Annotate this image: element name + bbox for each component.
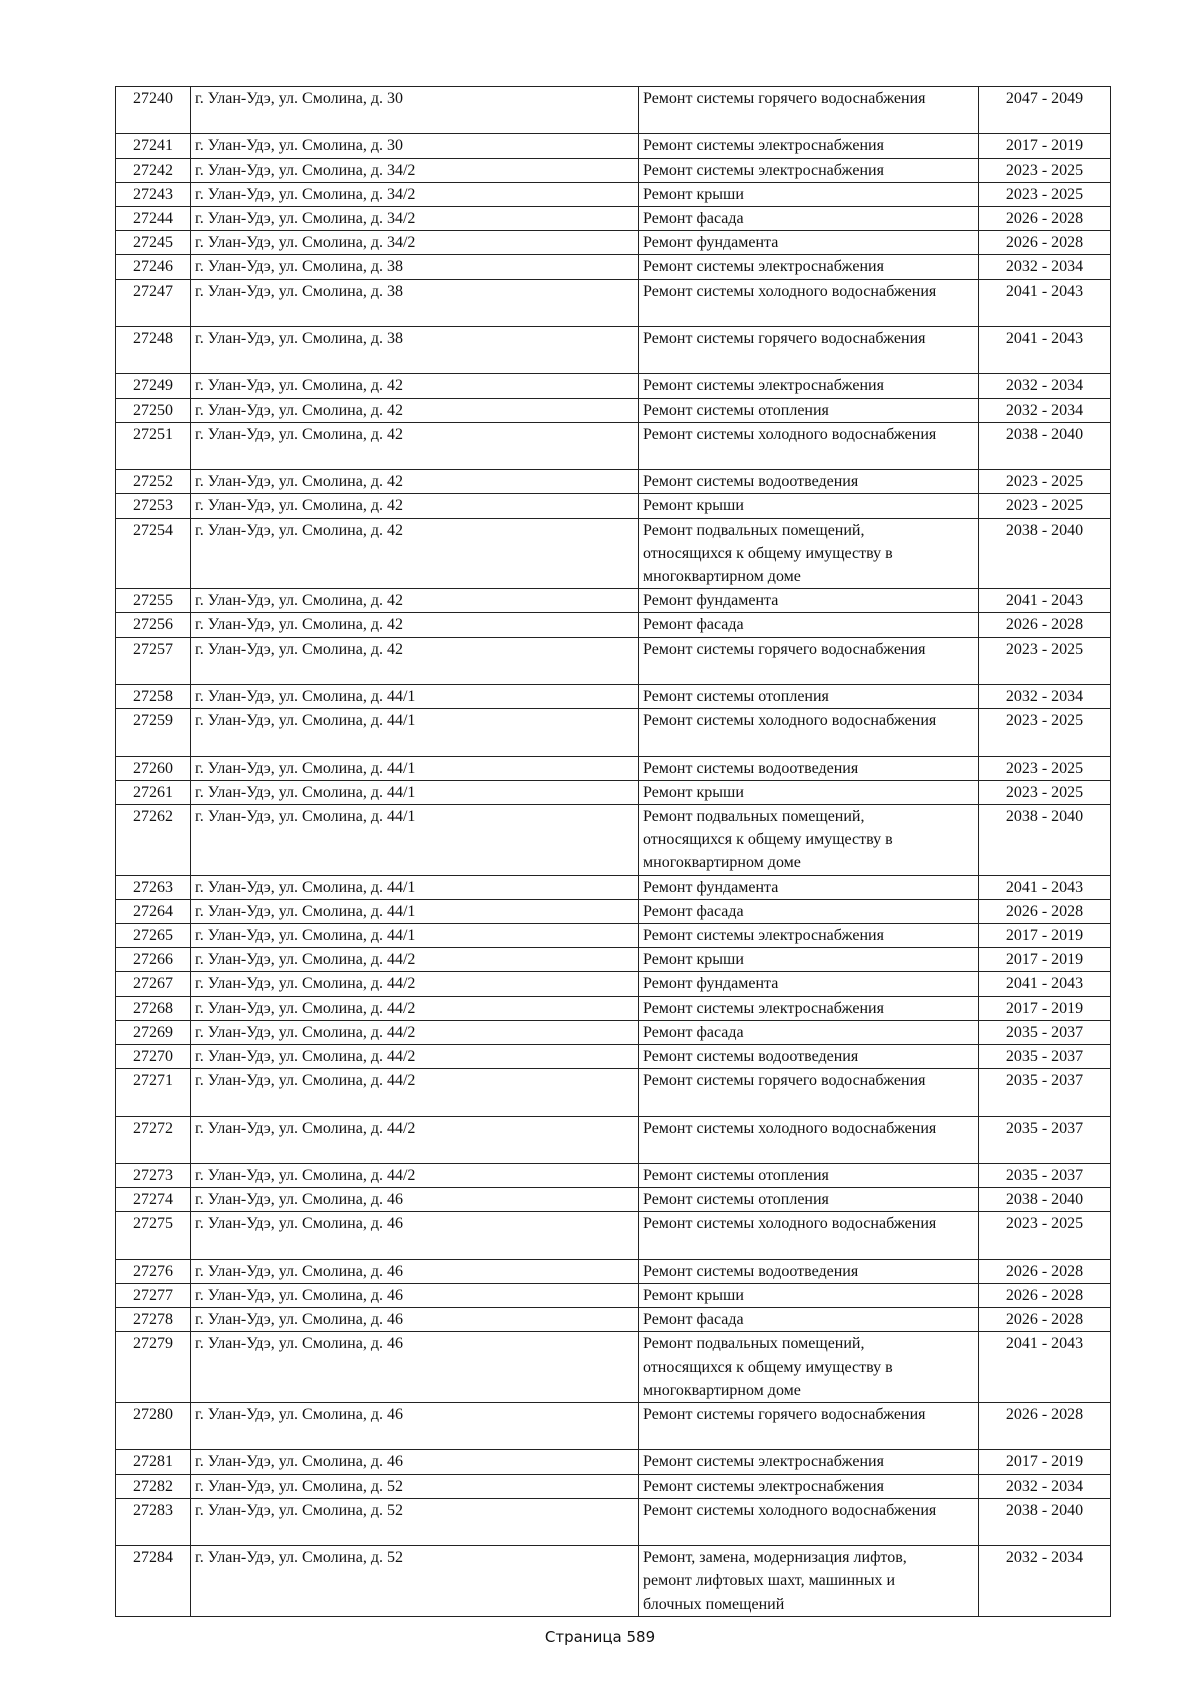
row-number: 27280: [116, 1403, 191, 1450]
row-number: 27277: [116, 1284, 191, 1308]
row-number: 27265: [116, 924, 191, 948]
address-cell: г. Улан-Удэ, ул. Смолина, д. 42: [191, 374, 639, 398]
work-type-cell: [639, 1188, 979, 1212]
table-row: [116, 255, 1111, 279]
table-row: [116, 398, 1111, 422]
work-type-cell: [639, 589, 979, 613]
work-type-cell: [639, 1212, 979, 1259]
table-row: [116, 1188, 1111, 1212]
work-type-cell: [639, 1474, 979, 1498]
row-number: 27245: [116, 231, 191, 255]
table-row: [116, 1498, 1111, 1545]
period-cell: 2041 - 2043: [979, 589, 1111, 613]
table-row: [116, 780, 1111, 804]
row-number: 27257: [116, 637, 191, 684]
table-row: [116, 613, 1111, 637]
work-type-line: Ремонт системы горячего водоснабжения: [643, 640, 926, 658]
period-cell: 2041 - 2043: [979, 1332, 1111, 1403]
address-cell: г. Улан-Удэ, ул. Смолина, д. 30: [191, 134, 639, 158]
row-number: 27244: [116, 207, 191, 231]
table-row: [116, 685, 1111, 709]
row-number: 27267: [116, 972, 191, 996]
address-cell: г. Улан-Удэ, ул. Смолина, д. 46: [191, 1284, 639, 1308]
address-cell: г. Улан-Удэ, ул. Смолина, д. 52: [191, 1474, 639, 1498]
address-cell: г. Улан-Удэ, ул. Смолина, д. 46: [191, 1332, 639, 1403]
table-row: [116, 924, 1111, 948]
work-type-line: Ремонт подвальных помещений,: [643, 1335, 865, 1353]
row-number: 27253: [116, 494, 191, 518]
address-cell: г. Улан-Удэ, ул. Смолина, д. 52: [191, 1498, 639, 1545]
period-cell: 2023 - 2025: [979, 1212, 1111, 1259]
work-type-line: Ремонт системы холодного водоснабжения: [643, 1501, 937, 1519]
row-number: 27250: [116, 398, 191, 422]
work-type-line: Ремонт системы отопления: [643, 1167, 829, 1185]
table-row: [116, 637, 1111, 684]
row-number: 27272: [116, 1116, 191, 1163]
address-cell: г. Улан-Удэ, ул. Смолина, д. 44/1: [191, 924, 639, 948]
table-row: [116, 422, 1111, 469]
row-number: 27242: [116, 158, 191, 182]
page-number: Страница 589: [544, 1628, 656, 1646]
period-cell: 2035 - 2037: [979, 1069, 1111, 1116]
row-number: 27279: [116, 1332, 191, 1403]
work-type-line: Ремонт системы горячего водоснабжения: [643, 1406, 926, 1424]
row-number: 27259: [116, 709, 191, 756]
address-cell: г. Улан-Удэ, ул. Смолина, д. 44/1: [191, 685, 639, 709]
work-type-line: Ремонт системы электроснабжения: [643, 137, 884, 155]
address-cell: г. Улан-Удэ, ул. Смолина, д. 38: [191, 279, 639, 326]
work-type-cell: [639, 1403, 979, 1450]
work-type-line: Ремонт фасада: [643, 1311, 744, 1329]
table-row: [116, 709, 1111, 756]
period-cell: 2026 - 2028: [979, 207, 1111, 231]
work-type-cell: [639, 1546, 979, 1617]
work-type-cell: [639, 875, 979, 899]
work-type-cell: [639, 613, 979, 637]
period-cell: 2026 - 2028: [979, 1284, 1111, 1308]
repair-schedule-table: [115, 86, 1111, 1617]
table-row: [116, 374, 1111, 398]
work-type-line: многоквартирном доме: [643, 568, 801, 585]
work-type-cell: [639, 924, 979, 948]
period-cell: 2041 - 2043: [979, 327, 1111, 374]
work-type-line: Ремонт фундамента: [643, 975, 779, 993]
table-row: [116, 470, 1111, 494]
address-cell: г. Улан-Удэ, ул. Смолина, д. 44/1: [191, 780, 639, 804]
period-cell: 2023 - 2025: [979, 637, 1111, 684]
work-type-line: Ремонт системы холодного водоснабжения: [643, 1119, 937, 1137]
table-row: [116, 948, 1111, 972]
address-cell: г. Улан-Удэ, ул. Смолина, д. 42: [191, 398, 639, 422]
work-type-cell: [639, 1020, 979, 1044]
row-number: 27246: [116, 255, 191, 279]
work-type-line: Ремонт системы водоотведения: [643, 759, 859, 777]
address-cell: г. Улан-Удэ, ул. Смолина, д. 42: [191, 637, 639, 684]
address-cell: г. Улан-Удэ, ул. Смолина, д. 44/2: [191, 1020, 639, 1044]
row-number: 27256: [116, 613, 191, 637]
work-type-line: Ремонт системы отопления: [643, 1191, 829, 1209]
work-type-line: Ремонт системы горячего водоснабжения: [643, 1072, 926, 1090]
address-cell: г. Улан-Удэ, ул. Смолина, д. 44/2: [191, 1045, 639, 1069]
address-cell: г. Улан-Удэ, ул. Смолина, д. 44/2: [191, 1069, 639, 1116]
work-type-line: Ремонт системы водоотведения: [643, 1048, 859, 1066]
period-cell: 2017 - 2019: [979, 996, 1111, 1020]
work-type-cell: [639, 1045, 979, 1069]
address-cell: г. Улан-Удэ, ул. Смолина, д. 34/2: [191, 231, 639, 255]
work-type-line: Ремонт системы отопления: [643, 688, 829, 705]
address-cell: г. Улан-Удэ, ул. Смолина, д. 44/2: [191, 1116, 639, 1163]
work-type-line: Ремонт системы горячего водоснабжения: [643, 330, 926, 347]
work-type-line: Ремонт фасада: [643, 902, 744, 920]
address-cell: г. Улан-Удэ, ул. Смолина, д. 34/2: [191, 182, 639, 206]
work-type-cell: [639, 685, 979, 709]
address-cell: г. Улан-Удэ, ул. Смолина, д. 42: [191, 589, 639, 613]
period-cell: 2038 - 2040: [979, 805, 1111, 876]
work-type-line: Ремонт крыши: [643, 783, 744, 801]
address-cell: г. Улан-Удэ, ул. Смолина, д. 42: [191, 422, 639, 469]
period-cell: 2023 - 2025: [979, 470, 1111, 494]
work-type-line: Ремонт системы электроснабжения: [643, 1477, 884, 1495]
work-type-line: относящихся к общему имуществу в: [643, 1358, 893, 1376]
period-cell: 2047 - 2049: [979, 87, 1111, 134]
period-cell: 2017 - 2019: [979, 948, 1111, 972]
work-type-line: Ремонт фасада: [643, 1023, 744, 1041]
row-number: 27261: [116, 780, 191, 804]
work-type-line: блочных помещений: [643, 1595, 785, 1613]
row-number: 27241: [116, 134, 191, 158]
row-number: 27247: [116, 279, 191, 326]
work-type-line: Ремонт системы электроснабжения: [643, 1453, 884, 1471]
row-number: 27276: [116, 1259, 191, 1283]
work-type-cell: [639, 327, 979, 374]
work-type-cell: [639, 134, 979, 158]
work-type-cell: [639, 1069, 979, 1116]
work-type-line: Ремонт фасада: [643, 616, 744, 634]
table-row: [116, 1020, 1111, 1044]
row-number: 27281: [116, 1450, 191, 1474]
work-type-line: Ремонт системы холодного водоснабжения: [643, 425, 937, 443]
row-number: 27255: [116, 589, 191, 613]
work-type-line: многоквартирном доме: [643, 854, 801, 872]
period-cell: 2041 - 2043: [979, 875, 1111, 899]
period-cell: 2023 - 2025: [979, 494, 1111, 518]
address-cell: г. Улан-Удэ, ул. Смолина, д. 46: [191, 1188, 639, 1212]
table-row: [116, 1403, 1111, 1450]
work-type-cell: [639, 182, 979, 206]
row-number: 27274: [116, 1188, 191, 1212]
address-cell: г. Улан-Удэ, ул. Смолина, д. 46: [191, 1259, 639, 1283]
work-type-cell: [639, 231, 979, 255]
period-cell: 2026 - 2028: [979, 231, 1111, 255]
row-number: 27266: [116, 948, 191, 972]
table-row: [116, 1284, 1111, 1308]
work-type-line: Ремонт системы водоотведения: [643, 473, 859, 491]
row-number: 27263: [116, 875, 191, 899]
work-type-line: Ремонт фундамента: [643, 592, 779, 610]
row-number: 27248: [116, 327, 191, 374]
period-cell: 2041 - 2043: [979, 279, 1111, 326]
address-cell: г. Улан-Удэ, ул. Смолина, д. 42: [191, 494, 639, 518]
row-number: 27269: [116, 1020, 191, 1044]
row-number: 27243: [116, 182, 191, 206]
work-type-line: относящихся к общему имуществу в: [643, 544, 893, 562]
table-row: [116, 134, 1111, 158]
row-number: 27249: [116, 374, 191, 398]
table-row: [116, 1069, 1111, 1116]
period-cell: 2023 - 2025: [979, 756, 1111, 780]
address-cell: г. Улан-Удэ, ул. Смолина, д. 44/2: [191, 1164, 639, 1188]
address-cell: г. Улан-Удэ, ул. Смолина, д. 44/1: [191, 709, 639, 756]
table-row: [116, 1259, 1111, 1283]
table-row: [116, 805, 1111, 876]
period-cell: 2032 - 2034: [979, 398, 1111, 422]
period-cell: 2032 - 2034: [979, 1546, 1111, 1617]
table-row: [116, 182, 1111, 206]
period-cell: 2032 - 2034: [979, 685, 1111, 709]
work-type-line: Ремонт крыши: [643, 497, 744, 515]
work-type-line: Ремонт системы холодного водоснабжения: [643, 282, 937, 300]
work-type-cell: [639, 637, 979, 684]
period-cell: 2035 - 2037: [979, 1164, 1111, 1188]
work-type-cell: [639, 398, 979, 422]
work-type-line: Ремонт подвальных помещений,: [643, 808, 865, 825]
work-type-cell: [639, 279, 979, 326]
address-cell: г. Улан-Удэ, ул. Смолина, д. 44/1: [191, 875, 639, 899]
work-type-cell: [639, 780, 979, 804]
address-cell: г. Улан-Удэ, ул. Смолина, д. 44/2: [191, 948, 639, 972]
work-type-line: ремонт лифтовых шахт, машинных и: [643, 1572, 896, 1590]
row-number: 27262: [116, 805, 191, 876]
address-cell: г. Улан-Удэ, ул. Смолина, д. 42: [191, 470, 639, 494]
row-number: 27252: [116, 470, 191, 494]
table-row: [116, 899, 1111, 923]
address-cell: г. Улан-Удэ, ул. Смолина, д. 38: [191, 255, 639, 279]
period-cell: 2017 - 2019: [979, 134, 1111, 158]
address-cell: г. Улан-Удэ, ул. Смолина, д. 46: [191, 1308, 639, 1332]
address-cell: г. Улан-Удэ, ул. Смолина, д. 46: [191, 1403, 639, 1450]
period-cell: 2032 - 2034: [979, 374, 1111, 398]
work-type-cell: [639, 1450, 979, 1474]
table-row: [116, 756, 1111, 780]
period-cell: 2035 - 2037: [979, 1045, 1111, 1069]
work-type-cell: [639, 899, 979, 923]
work-type-line: Ремонт крыши: [643, 1287, 744, 1305]
period-cell: 2017 - 2019: [979, 924, 1111, 948]
work-type-cell: [639, 709, 979, 756]
work-type-line: многоквартирном доме: [643, 1381, 801, 1399]
table-body: [116, 87, 1111, 1617]
period-cell: 2023 - 2025: [979, 158, 1111, 182]
row-number: 27258: [116, 685, 191, 709]
work-type-cell: [639, 972, 979, 996]
work-type-line: Ремонт подвальных помещений,: [643, 521, 865, 539]
period-cell: 2026 - 2028: [979, 1403, 1111, 1450]
table-row: [116, 996, 1111, 1020]
row-number: 27270: [116, 1045, 191, 1069]
row-number: 27260: [116, 756, 191, 780]
work-type-line: Ремонт системы холодного водоснабжения: [643, 1215, 937, 1233]
period-cell: 2032 - 2034: [979, 1474, 1111, 1498]
table-row: [116, 1045, 1111, 1069]
address-cell: г. Улан-Удэ, ул. Смолина, д. 34/2: [191, 158, 639, 182]
work-type-cell: [639, 158, 979, 182]
work-type-cell: [639, 1259, 979, 1283]
period-cell: 2026 - 2028: [979, 1259, 1111, 1283]
row-number: 27251: [116, 422, 191, 469]
work-type-cell: [639, 87, 979, 134]
address-cell: г. Улан-Удэ, ул. Смолина, д. 38: [191, 327, 639, 374]
table-row: [116, 1164, 1111, 1188]
work-type-line: Ремонт фундамента: [643, 234, 779, 252]
work-type-cell: [639, 518, 979, 589]
address-cell: г. Улан-Удэ, ул. Смолина, д. 44/1: [191, 805, 639, 876]
address-cell: г. Улан-Удэ, ул. Смолина, д. 44/1: [191, 899, 639, 923]
period-cell: 2023 - 2025: [979, 182, 1111, 206]
address-cell: г. Улан-Удэ, ул. Смолина, д. 30: [191, 87, 639, 134]
table-row: [116, 1308, 1111, 1332]
row-number: 27275: [116, 1212, 191, 1259]
address-cell: г. Улан-Удэ, ул. Смолина, д. 52: [191, 1546, 639, 1617]
work-type-line: Ремонт, замена, модернизация лифтов,: [643, 1549, 907, 1567]
table-row: [116, 279, 1111, 326]
row-number: 27264: [116, 899, 191, 923]
address-cell: г. Улан-Удэ, ул. Смолина, д. 46: [191, 1212, 639, 1259]
period-cell: 2038 - 2040: [979, 1188, 1111, 1212]
work-type-cell: [639, 1116, 979, 1163]
table-row: [116, 1474, 1111, 1498]
work-type-line: Ремонт крыши: [643, 951, 744, 969]
table-row: [116, 1546, 1111, 1617]
table-row: [116, 1450, 1111, 1474]
address-cell: г. Улан-Удэ, ул. Смолина, д. 42: [191, 518, 639, 589]
work-type-cell: [639, 1332, 979, 1403]
row-number: 27284: [116, 1546, 191, 1617]
row-number: 27283: [116, 1498, 191, 1545]
work-type-cell: [639, 805, 979, 876]
work-type-line: Ремонт системы электроснабжения: [643, 927, 884, 945]
period-cell: 2026 - 2028: [979, 899, 1111, 923]
row-number: 27240: [116, 87, 191, 134]
period-cell: 2035 - 2037: [979, 1020, 1111, 1044]
row-number: 27273: [116, 1164, 191, 1188]
work-type-cell: [639, 422, 979, 469]
work-type-line: Ремонт системы электроснабжения: [643, 258, 884, 276]
work-type-cell: [639, 948, 979, 972]
table-row: [116, 158, 1111, 182]
work-type-cell: [639, 1498, 979, 1545]
row-number: 27282: [116, 1474, 191, 1498]
work-type-cell: [639, 756, 979, 780]
period-cell: 2023 - 2025: [979, 780, 1111, 804]
work-type-cell: [639, 996, 979, 1020]
table-row: [116, 1212, 1111, 1259]
table-row: [116, 494, 1111, 518]
table-row: [116, 875, 1111, 899]
work-type-line: Ремонт фасада: [643, 210, 744, 227]
table-row: [116, 327, 1111, 374]
work-type-line: Ремонт фундамента: [643, 878, 779, 896]
address-cell: г. Улан-Удэ, ул. Смолина, д. 44/2: [191, 996, 639, 1020]
address-cell: г. Улан-Удэ, ул. Смолина, д. 46: [191, 1450, 639, 1474]
work-type-line: Ремонт системы электроснабжения: [643, 999, 884, 1017]
table-row: [116, 972, 1111, 996]
work-type-line: Ремонт системы отопления: [643, 401, 829, 419]
work-type-cell: [639, 470, 979, 494]
work-type-line: Ремонт системы водоотведения: [643, 1262, 859, 1280]
work-type-cell: [639, 255, 979, 279]
table-row: [116, 207, 1111, 231]
period-cell: 2026 - 2028: [979, 613, 1111, 637]
work-type-cell: [639, 1164, 979, 1188]
work-type-cell: [639, 374, 979, 398]
table-row: [116, 589, 1111, 613]
address-cell: г. Улан-Удэ, ул. Смолина, д. 42: [191, 613, 639, 637]
period-cell: 2032 - 2034: [979, 255, 1111, 279]
work-type-line: Ремонт системы горячего водоснабжения: [643, 90, 926, 107]
period-cell: 2035 - 2037: [979, 1116, 1111, 1163]
work-type-cell: [639, 1308, 979, 1332]
period-cell: 2017 - 2019: [979, 1450, 1111, 1474]
period-cell: 2026 - 2028: [979, 1308, 1111, 1332]
row-number: 27268: [116, 996, 191, 1020]
work-type-line: относящихся к общему имуществу в: [643, 831, 893, 849]
row-number: 27278: [116, 1308, 191, 1332]
table-row: [116, 231, 1111, 255]
address-cell: г. Улан-Удэ, ул. Смолина, д. 44/1: [191, 756, 639, 780]
table-row: [116, 87, 1111, 134]
address-cell: г. Улан-Удэ, ул. Смолина, д. 34/2: [191, 207, 639, 231]
period-cell: 2023 - 2025: [979, 709, 1111, 756]
work-type-cell: [639, 494, 979, 518]
address-cell: г. Улан-Удэ, ул. Смолина, д. 44/2: [191, 972, 639, 996]
work-type-line: Ремонт системы электроснабжения: [643, 377, 884, 395]
period-cell: 2038 - 2040: [979, 1498, 1111, 1545]
work-type-cell: [639, 207, 979, 231]
work-type-line: Ремонт системы электроснабжения: [643, 161, 884, 179]
period-cell: 2041 - 2043: [979, 972, 1111, 996]
table-row: [116, 1116, 1111, 1163]
work-type-line: Ремонт крыши: [643, 185, 744, 203]
work-type-cell: [639, 1284, 979, 1308]
row-number: 27271: [116, 1069, 191, 1116]
row-number: 27254: [116, 518, 191, 589]
table-row: [116, 518, 1111, 589]
work-type-line: Ремонт системы холодного водоснабжения: [643, 712, 937, 730]
table-row: [116, 1332, 1111, 1403]
period-cell: 2038 - 2040: [979, 518, 1111, 589]
period-cell: 2038 - 2040: [979, 422, 1111, 469]
